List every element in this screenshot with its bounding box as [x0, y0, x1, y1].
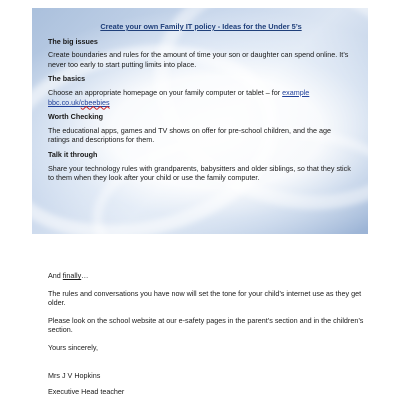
cbeebies-link-domain: bbc.co.uk/ [48, 97, 81, 107]
section-heading-worth-checking: Worth Checking [48, 112, 103, 122]
cbeebies-link-path: cbeebies [80, 97, 110, 107]
section-text-big-issues: Create boundaries and rules for the amount of time your son or daughter can spend online. It’s never too early to start putting limits into place. [48, 50, 349, 69]
letter-paragraph-website: Please look on the school website at our e-safety pages in the parent’s section and in the children’s section. [48, 315, 364, 335]
letter-paragraph-rules: The rules and conversations you have now will set the tone for your child’s internet use as they get older. [48, 288, 362, 308]
and-finally-line [48, 271, 368, 281]
and-prefix: And [48, 271, 63, 280]
letter-closing: Yours sincerely, [48, 342, 98, 352]
policy-title: Create your own Family IT policy - Ideas for the Under 5’s [100, 22, 302, 31]
section-text-talk-it-through: Share your technology rules with grandparents, babysitters and older siblings, so that they stick to them when they look after your child or use the family computer. [48, 163, 351, 183]
section-heading-basics: The basics [48, 74, 86, 84]
finally-suffix: … [81, 271, 89, 280]
section-heading-talk-it-through: Talk it through [48, 149, 98, 159]
section-text-basics [48, 88, 354, 107]
letter-signatory: Mrs J V Hopkins [48, 370, 101, 380]
letter-role: Executive Head teacher [48, 387, 125, 397]
letter-body [48, 271, 368, 405]
policy-content [48, 22, 354, 188]
section-text-worth-checking: The educational apps, games and TV shows on offer for pre-school children, and the age ratings and descriptions for them. [48, 125, 332, 145]
cbeebies-link-word: example [282, 87, 310, 97]
section-heading-big-issues: The big issues [48, 36, 98, 46]
basics-text: Choose an appropriate homepage on your family computer or tablet – for [48, 87, 283, 97]
policy-panel [32, 8, 368, 234]
finally-word: finally [62, 271, 82, 280]
